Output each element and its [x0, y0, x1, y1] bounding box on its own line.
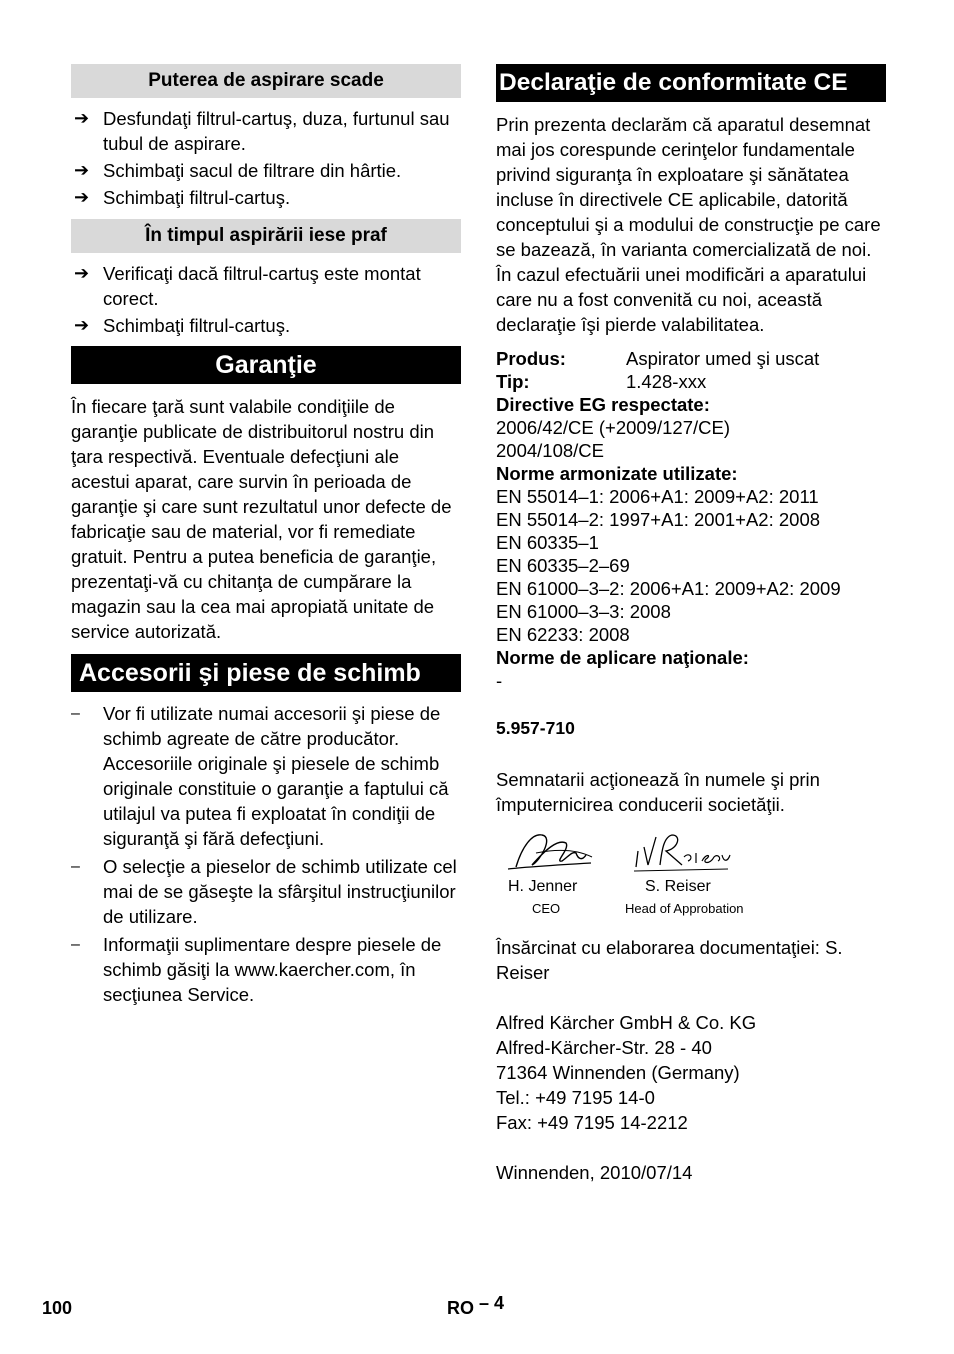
address-line: Alfred Kärcher GmbH & Co. KG	[496, 1012, 757, 1033]
list-item: ➔ Schimbaţi sacul de filtrare din hârtie.	[74, 160, 402, 181]
norm-item: EN 60335–1	[496, 532, 599, 553]
documentation-responsible: Însărcinat cu elaborarea documentaţiei: S. Reiser	[496, 937, 843, 983]
section-heading-warranty: Garanţie	[71, 346, 461, 384]
warranty-text: În fiecare ţară sunt valabile condiţiile de garanţie publicate de distribuitorul nostru din ţara respectivă. Eventuale defecţiuni ale acestui aparat, care survin în perioada de garanţie şi care sunt rezultatul unor defecte de fabricaţie sau de material, vor fi remediate gratuit. Pentru a putea beneficia de garanţie, prezentaţi-vă cu chitanţa de cumpărare la magazin sau la cea mai apropiată unitate de service autorizată.	[71, 396, 452, 642]
place-date: Winnenden, 2010/07/14	[496, 1162, 693, 1183]
dash-marker: –	[71, 705, 80, 722]
section-number: – 4	[479, 1293, 505, 1313]
norm-item: EN 62233: 2008	[496, 624, 630, 645]
list-item: ➔ Schimbaţi filtrul-cartuş.	[74, 315, 291, 336]
list-item: – Informaţii suplimentare despre piesele de schimb găsiţi la www.kaercher.com, în secţiunea Service.	[71, 934, 442, 1005]
section-heading-accessories: Accesorii şi piese de schimb	[71, 654, 461, 692]
document-number: 5.957-710	[496, 718, 575, 738]
signatories-text: Semnatarii acţionează în numele şi prin împuternicirea conducerii societăţii.	[496, 769, 820, 815]
list-item: ➔ Schimbaţi filtrul-cartuş.	[74, 187, 291, 208]
arrow-icon: ➔	[74, 108, 90, 128]
company-address	[496, 1010, 886, 1135]
arrow-icon: ➔	[74, 263, 90, 283]
dust-list	[71, 261, 461, 338]
signatory-1-name: H. Jenner	[508, 878, 578, 895]
address-line: Tel.: +49 7195 14-0	[496, 1087, 655, 1108]
directive-item: 2006/42/CE (+2009/127/CE)	[496, 417, 730, 438]
norm-item: EN 61000–3–2: 2006+A1: 2009+A2: 2009	[496, 578, 841, 599]
list-item: – O selecţie a pieselor de schimb utilizate cel mai de se găseşte la sfârşitul instrucţiunilor de utilizare.	[71, 856, 457, 927]
norm-item: EN 60335–2–69	[496, 555, 630, 576]
type-value: 1.428-xxx	[626, 371, 707, 392]
norm-item: EN 55014–1: 2006+A1: 2009+A2: 2011	[496, 486, 819, 507]
norm-item: EN 55014–2: 1997+A1: 2001+A2: 2008	[496, 509, 821, 530]
list-item: ➔ Verificaţi dacă filtrul-cartuş este montat corect.	[74, 263, 421, 309]
type-label: Tip:	[496, 371, 530, 392]
arrow-icon: ➔	[74, 187, 90, 207]
spec-row-product	[496, 347, 886, 370]
address-line: 71364 Winnenden (Germany)	[496, 1062, 740, 1083]
arrow-icon: ➔	[74, 160, 90, 180]
section-heading-ce-declaration: Declaraţie de conformitate CE	[496, 64, 886, 102]
signatures-block	[496, 827, 886, 923]
arrow-icon: ➔	[74, 315, 90, 335]
accessories-list	[71, 701, 461, 1007]
national-norms-value: -	[496, 670, 503, 691]
address-line: Alfred-Kärcher-Str. 28 - 40	[496, 1037, 712, 1058]
list-item: – Vor fi utilizate numai accesorii şi piese de schimb agreate de către producător. Accesoriile originale şi piesele de schimb originale constituie o garanţie a faptului că utilajul va putea fi exploatat în condiţii de siguranţă şi fără defecţiuni.	[71, 703, 449, 849]
directives-label: Directive EG respectate:	[496, 394, 710, 415]
right-column	[496, 64, 886, 1185]
suction-list	[71, 106, 461, 210]
list-item: ➔ Desfundaţi filtrul-cartuş, duza, furtunul sau tubul de aspirare.	[74, 108, 450, 154]
dash-marker: –	[71, 858, 80, 875]
footer-language-section	[447, 1293, 505, 1319]
directive-item: 2004/108/CE	[496, 440, 605, 461]
section-heading-suction: Puterea de aspirare scade	[71, 64, 461, 98]
section-heading-dust: În timpul aspirării iese praf	[71, 219, 461, 253]
address-line: Fax: +49 7195 14-2212	[496, 1112, 688, 1133]
spec-block	[496, 347, 886, 692]
norm-item: EN 61000–3–3: 2008	[496, 601, 671, 622]
signatory-2-name: S. Reiser	[645, 878, 711, 895]
national-norms-label: Norme de aplicare naţionale:	[496, 647, 749, 668]
signatory-1-role: CEO	[532, 901, 561, 916]
dash-marker: –	[71, 936, 80, 953]
signatory-2-role: Head of Approbation	[625, 901, 744, 916]
left-column	[71, 64, 461, 1007]
language-code: RO	[447, 1298, 474, 1318]
norms-label: Norme armonizate utilizate:	[496, 463, 738, 484]
page-number: 100	[42, 1298, 73, 1318]
spec-row-type	[496, 370, 886, 393]
product-label: Produs:	[496, 348, 566, 369]
product-value: Aspirator umed şi uscat	[626, 348, 820, 369]
ce-intro-text: Prin prezenta declarăm că aparatul desemnat mai jos corespunde cerinţelor fundamentale privind siguranţa în exploatare şi sănătatea incluse în directivele CE aplicabile, datorită conceptului şi a modului de construcţie pe care se bazează, în varianta comercializată de noi. În cazul efectuării unei modificări a aparatului care nu a fost convenită cu noi, această declaraţie îşi pierde valabilitatea.	[496, 114, 881, 335]
